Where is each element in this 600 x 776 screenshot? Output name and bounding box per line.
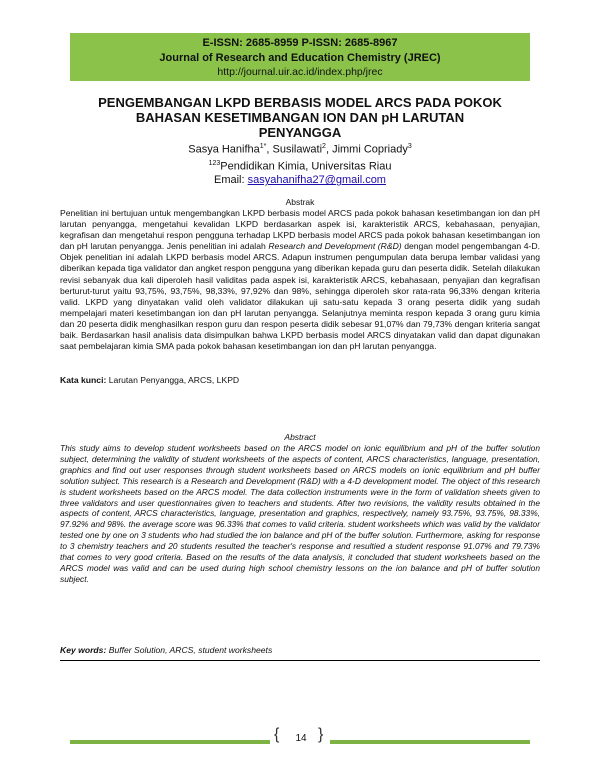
footer-line-right [330, 740, 530, 744]
author-block [120, 140, 480, 187]
keywords-id: Kata kunci: Larutan Penyangga, ARCS, LKPD [60, 375, 240, 385]
paper-title: PENGEMBANGAN LKPD BERBASIS MODEL ARCS PADA POKOK BAHASAN KESETIMBANGAN ION DAN pH LARUTAN PENYANGGA [98, 95, 502, 140]
author-names: Sasya Hanifha$^{1*}$, Susilawati$^2$, Jimmi Copriady$^3$ [188, 143, 412, 156]
footer-brace-right: } [318, 726, 324, 743]
divider [60, 660, 540, 661]
journal-header-banner [70, 33, 530, 81]
page-number: 14 [295, 733, 307, 744]
issn-line: E-ISSN: 2685-8959 P-ISSN: 2685-8967 [202, 37, 398, 49]
affiliation: $^{123}$Pendidikan Kimia, Universitas Riau [208, 159, 392, 173]
footer-line-left [70, 740, 270, 744]
email-link[interactable]: sasyahanifha27@gmail.com [247, 174, 386, 187]
abstract-en-heading: Abstract [284, 432, 316, 442]
abstract-en-body: This study aims to develop student worksheets based on the ARCS model on ionic equilibrium and pH of the buffer solution subject, determining the validity of student worksheets of the aspects of content, ARCS characteristics, language, presentation, graphics and find out user responses through student worksheets based on ARCS models on ionic equilibrium and pH buffer solution subject. This research is a Research and Development (R&D) with a 4-D development model. The object of this research is student worksheets based on the ARCS model. The data collection instruments were in the form of validation sheets given to three validators and user questionnaires given to teachers and students. After two revisions, the validity results obtained in the aspects of content, ARCS characteristics, language, presentation and graphics, respectively, namely 93.75%, 93.75%, 98.33%, 97.92% and 98%. the average score was 96.33% that comes to valid criteria. student worksheets which was valid by the validator tested one by one on 3 students who had studied the ion balance and pH of the buffer solution. Furthermore, asking for response to 3 chemistry teachers and 20 students resulted the teacher's response and resultied a student response 91.07% and 79.73% that comes to very good criteria. Based on the results of the data analysis, it concluded that student worksheets based on the ARCS model was valid and can be used during high school chemistry lessons on the ion balance and pH of buffer solution subject. [60, 443, 540, 584]
abstract-id-heading: Abstrak [285, 197, 315, 207]
abstract-id-body: Penelitian ini bertujuan untuk mengembangkan LKPD berbasis model ARCS pada pokok bahasan kesetimbangan ion dan pH larutan penyangga, mengetahui kevalidan LKPD berdasarkan aspek isi, karakteristik ARCS, kebahasaan, penyajian, kegrafisan dan mengetahui respon pengguna terhadap LKPD berbasis model ARCS pada pokok bahasan kesetimbangan ion dan pH larutan penyangga. Jenis penelitian ini adalah Research and Development (R&D) dengan model pengembangan 4-D. Objek penelitian ini adalah LKPD berbasis model ARCS. Adapun instrumen pengumpulan data berupa lembar validasi yang diberikan kepada tiga validator dan angket respon pengguna yang diberikan kepada guru dan peserta didik. Setelah dilakukan revisi sebanyak dua kali diperoleh hasil validitas pada aspek isi, karakteristik ARCS, kebahasaan, penyajian dan kegrafisan berturut-turut yaitu 93,75%, 93,75%, 98,33%, 97,92% dan 98%, sehingga diperoleh skor rata-rata 96,33% dengan kriteria valid. LKPD yang dinyatakan valid oleh validator dilakukan uji satu-satu kepada 3 orang peserta didik yang sudah mempelajari materi kesetimbangan ion dan pH larutan penyangga. Selanjutnya meminta respon kepada 3 orang guru kimia dan 20 peserta didik menghasilkan respon guru dan respon peserta didik sebesar 91,07% dan 79,73% dengan kriteria sangat baik. Berdasarkan hasil analisis data disimpulkan bahwa LKPD berbasis model ARCS dinyatakan valid dan dapat digunakan saat pembelajaran kimia SMA pada pokok bahasan kesetimbangan ion dan pH larutan penyangga. [60, 208, 540, 352]
email-line: Email: sasyahanifha27@gmail.com [214, 174, 386, 187]
journal-name: Journal of Research and Education Chemistry (JREC) [159, 52, 441, 64]
keywords-en: Key words: Buffer Solution, ARCS, student worksheets [60, 645, 273, 655]
journal-url[interactable]: http://journal.uir.ac.id/index.php/jrec [217, 66, 383, 78]
footer-brace-left: { [274, 726, 280, 743]
